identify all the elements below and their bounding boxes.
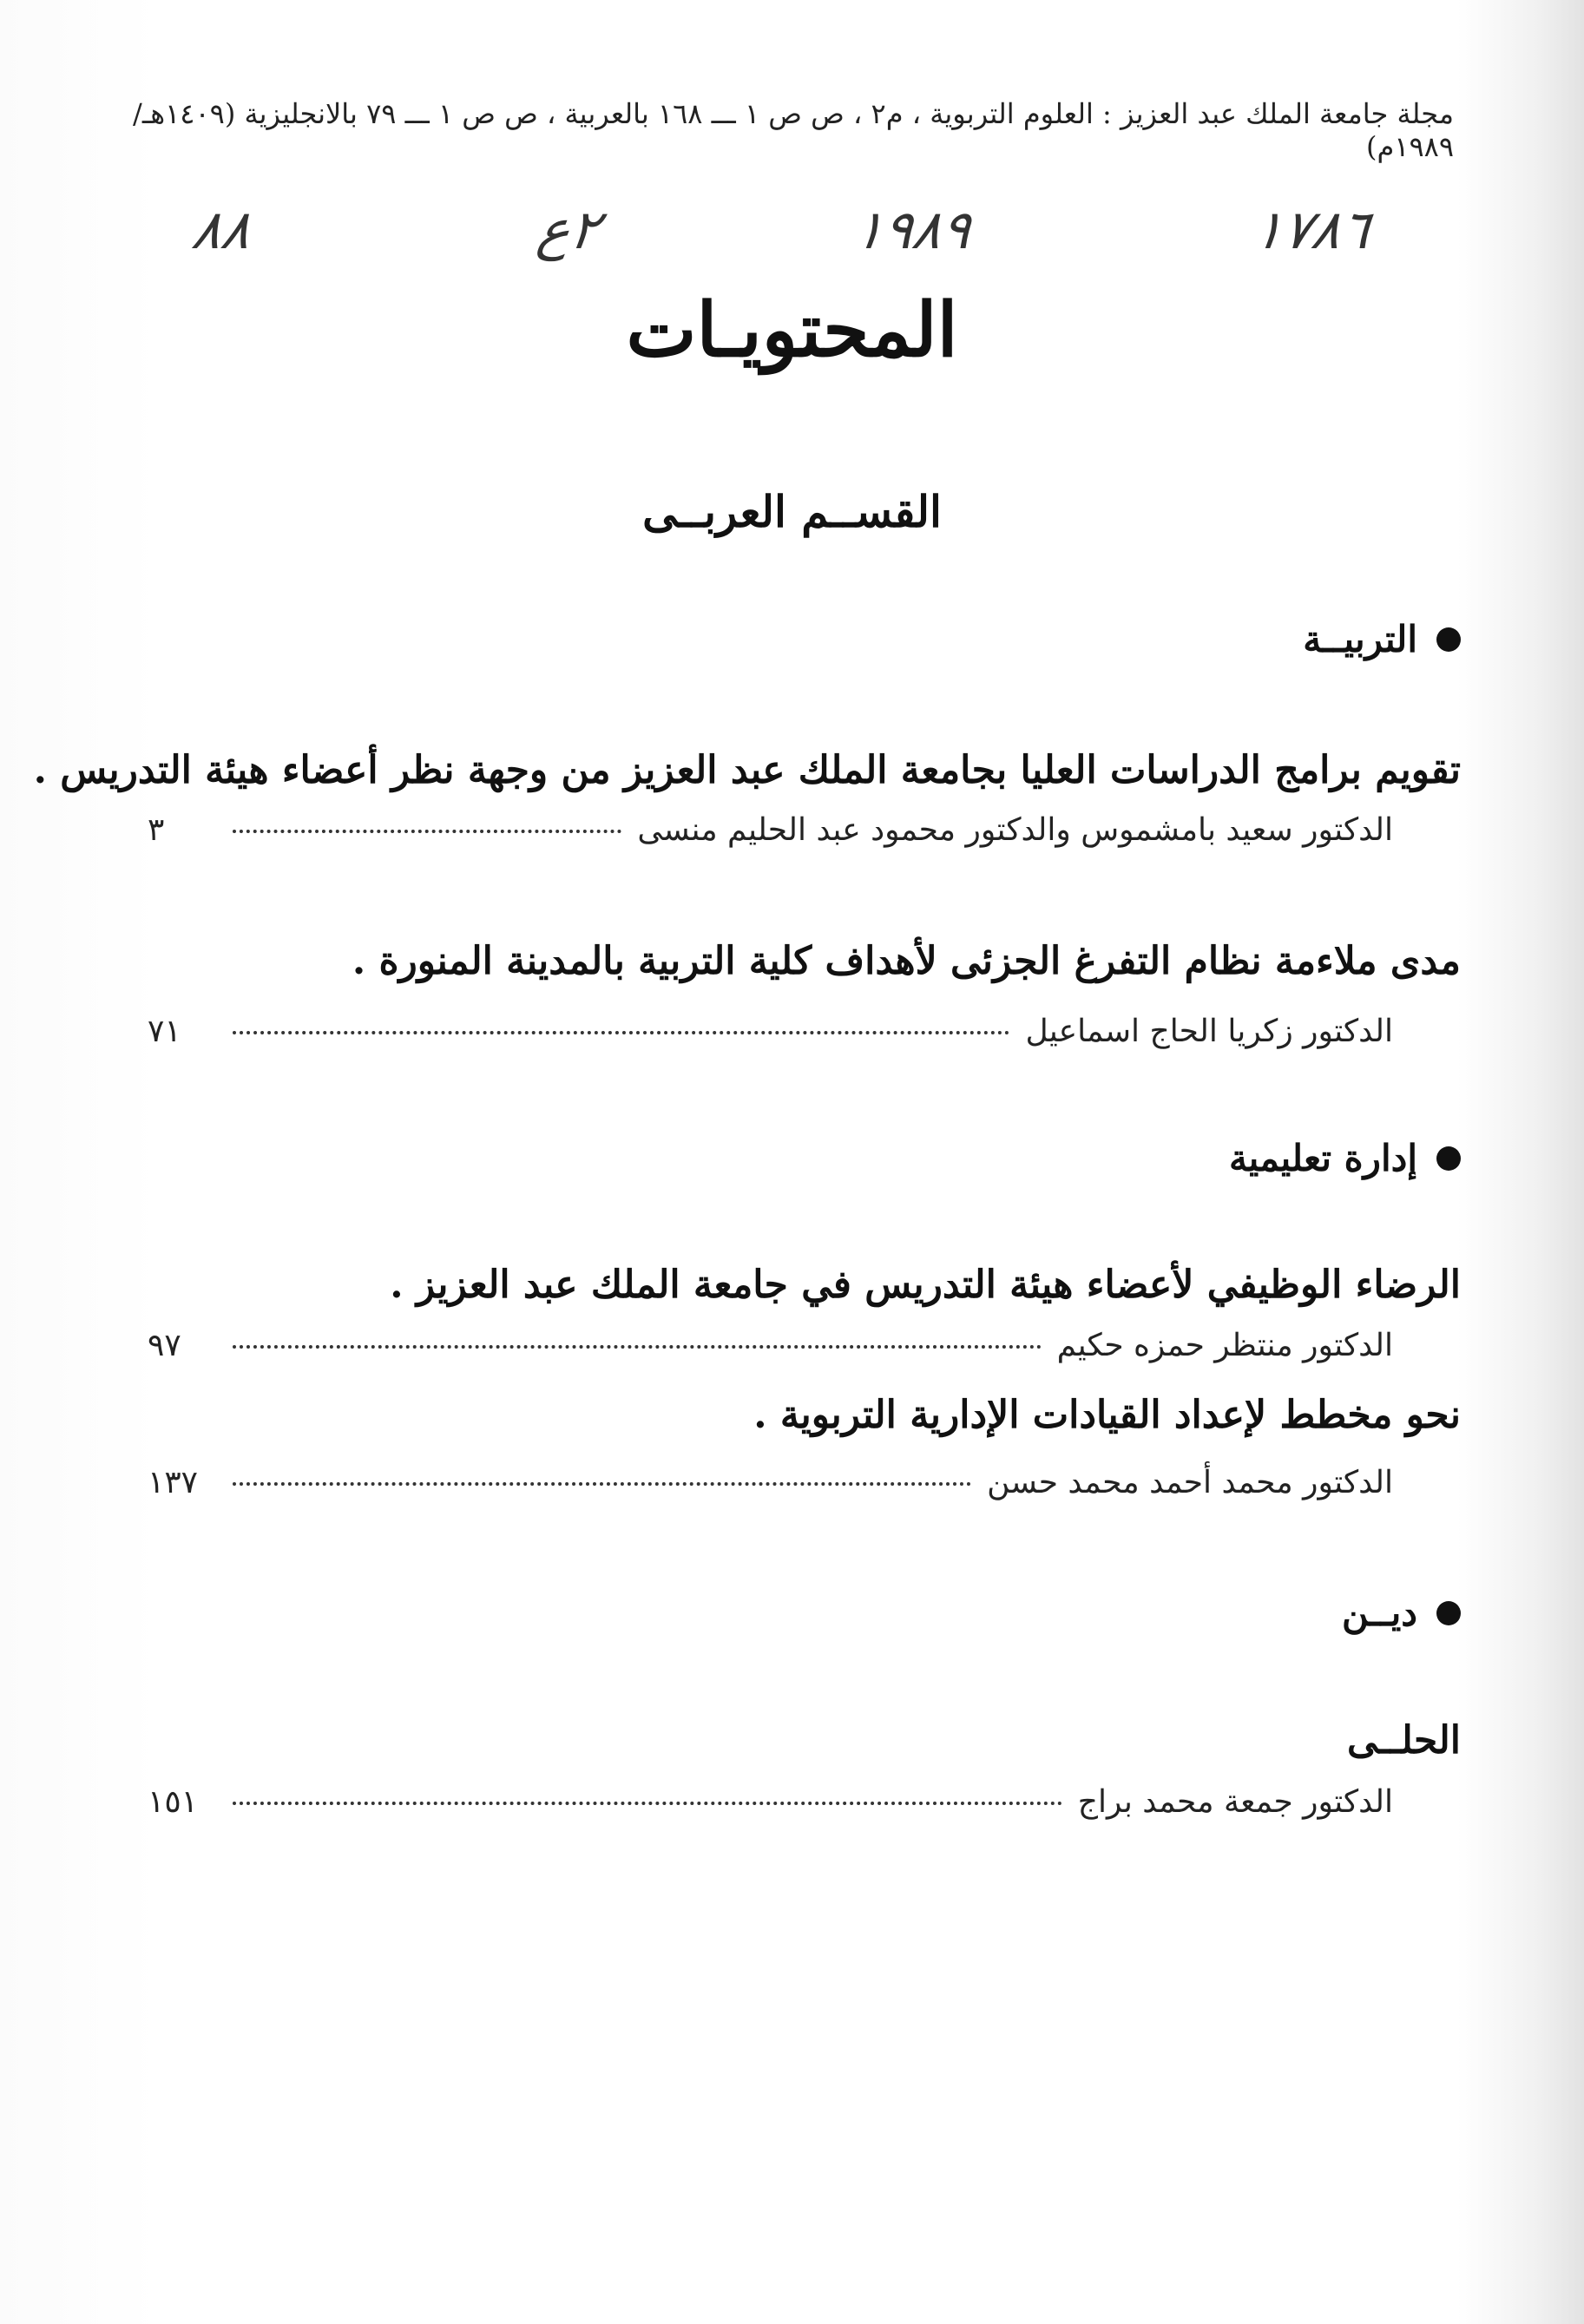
category-heading-religion [1342, 1592, 1461, 1634]
journal-citation-header: مجلة جامعة الملك عبد العزيز : العلوم التربوية ، م٢ ، ص ص ١ ـــ ١٦٨ بالعربية ، ص ص ١ ـــ ٧٩ بالانجليزية (١٤٠٩هـ/١٩٨٩م) [133, 97, 1454, 163]
bullet-icon [1436, 1601, 1461, 1625]
category-label: التربيــة [1303, 618, 1417, 660]
toc-entry-title: الحلــى [1346, 1718, 1461, 1763]
toc-entry-author: الدكتور محمد أحمد محمد حسن [987, 1465, 1393, 1500]
toc-entry-author: الدكتور جمعة محمد براج [1077, 1784, 1393, 1820]
category-heading-education [1303, 618, 1461, 660]
bullet-icon [1436, 1146, 1461, 1171]
toc-entry-author: الدكتور زكريا الحاج اسماعيل [1025, 1014, 1393, 1049]
page-title: المحتويـات [626, 286, 958, 374]
toc-entry-page-number: ٣ [148, 812, 165, 848]
toc-entry-title: تقويم برامج الدراسات العليا بجامعة الملك عبد العزيز من وجهة نظر أعضاء هيئة التدريس . [33, 748, 1461, 792]
bullet-icon [1436, 627, 1461, 652]
toc-entry-author-line [148, 1014, 1393, 1049]
toc-entry-author-line [148, 1328, 1393, 1363]
toc-entry-title: مدى ملاءمة نظام التفرغ الجزئى لأهداف كلية التربية بالمدينة المنورة . [352, 939, 1461, 983]
toc-entry-author: الدكتور سعيد بامشموس والدكتور محمود عبد الحليم منسى [637, 812, 1393, 848]
category-heading-educational-administration [1229, 1137, 1461, 1179]
toc-entry-title: نحو مخطط لإعداد القيادات الإدارية التربوية . [753, 1393, 1461, 1437]
toc-entry-page-number: ١٥١ [148, 1784, 199, 1820]
handwritten-number-note: ١٧٨٦ [1249, 198, 1375, 261]
toc-entry-author-line [148, 812, 1393, 848]
toc-entry-page-number: ٧١ [148, 1014, 181, 1049]
category-label: ديــن [1342, 1592, 1417, 1634]
toc-entry-page-number: ١٣٧ [148, 1465, 199, 1500]
toc-entry-author-line [148, 1465, 1393, 1500]
category-label: إدارة تعليمية [1229, 1137, 1417, 1179]
dot-leader [233, 830, 621, 833]
dot-leader [233, 1802, 1062, 1805]
toc-entry-title: الرضاء الوظيفي لأعضاء هيئة التدريس في جامعة الملك عبد العزيز . [390, 1263, 1461, 1307]
toc-entry-author: الدكتور منتظر حمزه حكيم [1056, 1328, 1393, 1363]
handwritten-code-note: ٨٨ [187, 198, 255, 261]
section-title: القســم العربــى [642, 486, 942, 537]
handwritten-year-note: ١٩٨٩ [850, 198, 976, 261]
toc-entry-page-number: ٩٧ [148, 1328, 181, 1363]
toc-entry-author-line [148, 1784, 1393, 1820]
dot-leader [233, 1482, 971, 1486]
dot-leader [233, 1031, 1009, 1034]
dot-leader [233, 1345, 1042, 1349]
handwritten-volume-note: ٢ع [533, 198, 604, 261]
